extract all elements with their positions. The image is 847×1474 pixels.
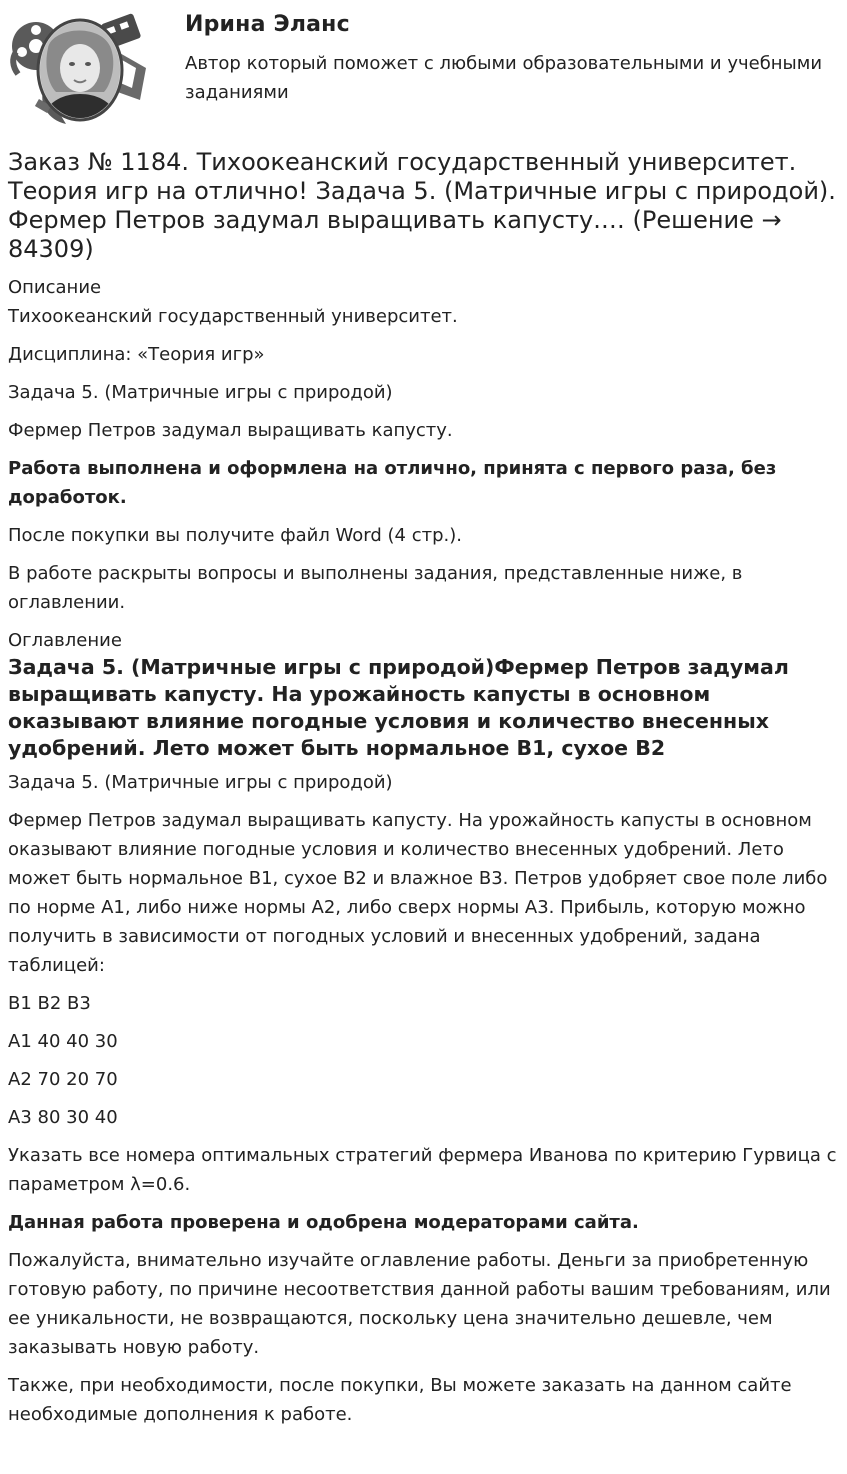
toc-table-row-a3: А3 80 30 40: [8, 1107, 118, 1128]
description-file-info: После покупки вы получите файл Word (4 стр.).: [8, 525, 463, 546]
author-card: [0, 0, 847, 140]
additions-note: Также, при необходимости, после покупки, Вы можете заказать на данном сайте необходимые дополнения к работе.: [8, 1375, 792, 1425]
description-task: Задача 5. (Матричные игры с природой): [8, 382, 393, 403]
author-description: Автор который поможет с любыми образовательными и учебными заданиями: [185, 53, 823, 103]
author-name[interactable]: Ирина Эланс: [185, 12, 350, 37]
description-discipline: Дисциплина: «Теория игр»: [8, 344, 265, 365]
description-university: Тихоокеанский государственный университет.: [8, 306, 458, 327]
toc-task-question: Указать все номера оптимальных стратегий фермера Иванова по критерию Гурвица с параметром λ=0.6.: [8, 1145, 837, 1195]
moderation-note: Данная работа проверена и одобрена модераторами сайта.: [8, 1212, 639, 1233]
toc-table-row-a2: А2 70 20 70: [8, 1069, 118, 1090]
refund-policy: Пожалуйста, внимательно изучайте оглавление работы. Деньги за приобретенную готовую работу, по причине несоответствия данной работы вашим требованиям, или ее уникальности, не возвращаются, поскольку цена значительно дешевле, чем заказывать новую работу.: [8, 1250, 831, 1358]
toc-task-statement: Фермер Петров задумал выращивать капусту. На урожайность капусты в основном оказывают влияние погодные условия и количество внесенных удобрений. Лето может быть нормальное В1, сухое В2 и влажное В3. Петров удобряет свое поле либо по норме А1, либо ниже нормы А2, либо сверх нормы А3. Прибыль, которую можно получить в зависимости от погодных условий и внесенных удобрений, задана таблицей:: [8, 810, 828, 976]
toc-table-header: В1 В2 В3: [8, 993, 91, 1014]
description-contents-note: В работе раскрыты вопросы и выполнены задания, представленные ниже, в оглавлении.: [8, 563, 743, 613]
order-content: [8, 148, 838, 1429]
toc-label: Оглавление: [8, 630, 122, 651]
author-avatar[interactable]: [8, 8, 150, 128]
toc-task-title: Задача 5. (Матричные игры с природой): [8, 772, 393, 793]
toc-table-row-a1: А1 40 40 30: [8, 1031, 118, 1052]
page-title: Заказ № 1184. Тихоокеанский государственный университет. Теория игр на отлично! Задача 5. (Матричные игры с природой). Фермер Петров задумал выращивать капусту.… (Решение → 84309): [8, 148, 836, 263]
toc-heading: Задача 5. (Матричные игры с природой)Фермер Петров задумал выращивать капусту. На урожайность капусты в основном оказывают влияние погодные условия и количество внесенных удобрений. Лето может быть нормальное В1, сухое В2: [8, 655, 789, 760]
description-task-text: Фермер Петров задумал выращивать капусту.: [8, 420, 453, 441]
description-label: Описание: [8, 277, 102, 298]
description-quality-note: Работа выполнена и оформлена на отлично, принята с первого раза, без доработок.: [8, 458, 777, 508]
